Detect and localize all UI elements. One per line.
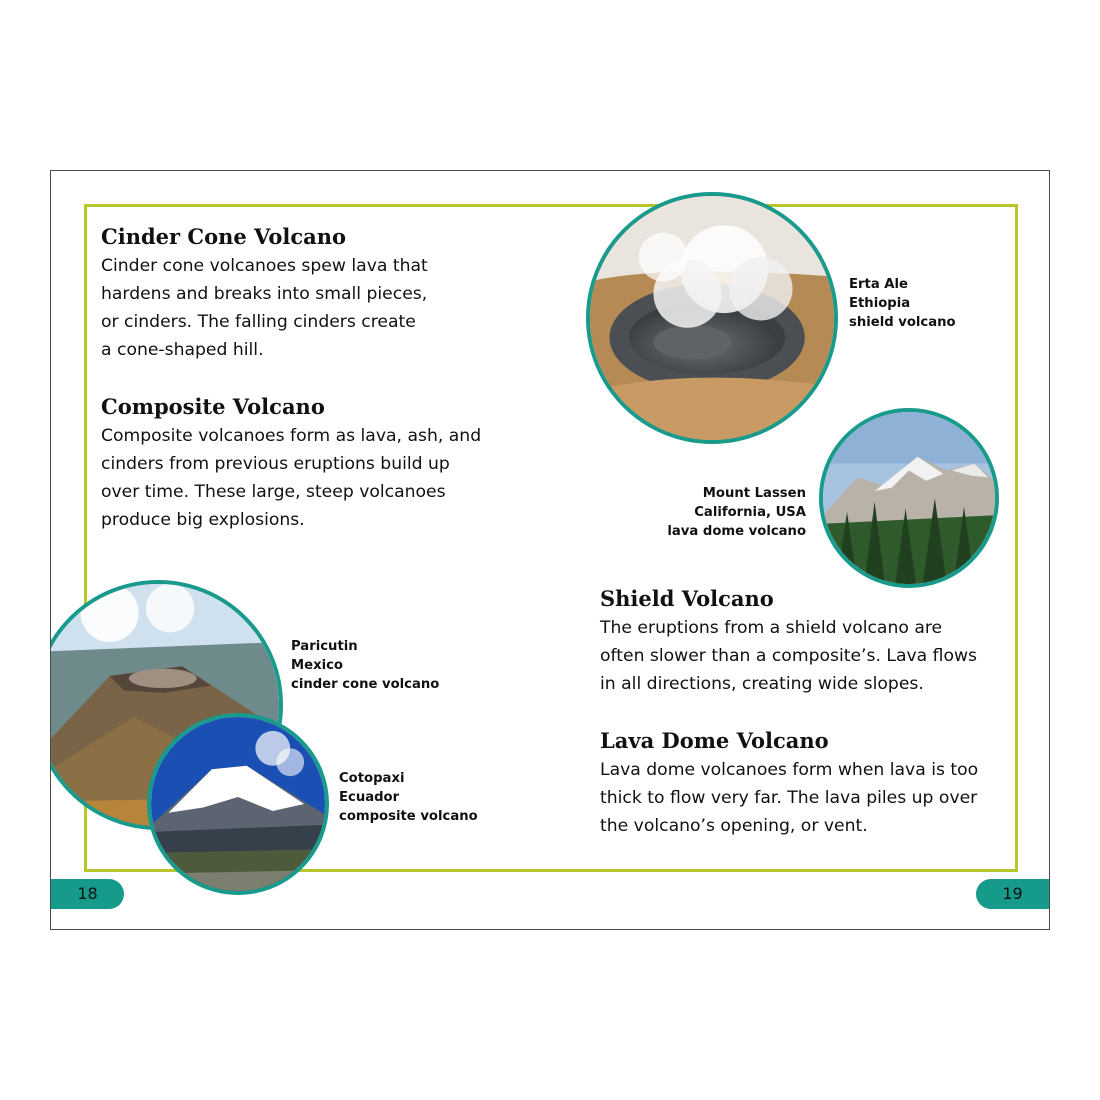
page-number-right: 19 [976, 879, 1049, 909]
cinder-line-4: a cone-shaped hill. [101, 340, 264, 360]
cotopaxi-name: Cotopaxi [339, 771, 405, 786]
cotopaxi-caption [339, 769, 478, 826]
shield-line-3: in all directions, creating wide slopes. [600, 674, 924, 694]
composite-line-3: over time. These large, steep volcanoes [101, 482, 446, 502]
erta-ale-photo [586, 192, 838, 444]
erta-ale-name: Erta Ale [849, 277, 908, 292]
composite-line-2: cinders from previous eruptions build up [101, 454, 450, 474]
erta-ale-type: shield volcano [849, 315, 956, 330]
shield-line-2: often slower than a composite’s. Lava flows [600, 646, 978, 666]
lava-dome-section [600, 726, 1040, 840]
lava-dome-line-1: Lava dome volcanoes form when lava is too [600, 760, 979, 780]
cinder-cone-text [101, 252, 541, 364]
composite-heading: Composite Volcano [101, 394, 325, 419]
lava-dome-heading: Lava Dome Volcano [600, 728, 829, 753]
page-number-left: 18 [51, 879, 124, 909]
mount-lassen-caption [667, 484, 806, 541]
paricutin-country: Mexico [291, 658, 343, 673]
mount-lassen-photo [819, 408, 999, 588]
lava-dome-line-3: the volcano’s opening, or vent. [600, 816, 868, 836]
paricutin-caption [291, 637, 439, 694]
shield-line-1: The eruptions from a shield volcano are [600, 618, 943, 638]
cotopaxi-photo [147, 713, 329, 895]
mount-lassen-region: California, USA [694, 505, 806, 520]
cinder-cone-section [101, 222, 541, 364]
mount-lassen-name: Mount Lassen [702, 486, 806, 501]
cinder-line-2: hardens and breaks into small pieces, [101, 284, 428, 304]
paricutin-name: Paricutin [291, 639, 358, 654]
shield-heading: Shield Volcano [600, 586, 774, 611]
shield-text [600, 614, 1040, 698]
cinder-line-3: or cinders. The falling cinders create [101, 312, 416, 332]
shield-section [600, 584, 1040, 698]
erta-ale-country: Ethiopia [849, 296, 911, 311]
composite-text [101, 422, 551, 534]
cotopaxi-type: composite volcano [339, 809, 478, 824]
cinder-cone-heading: Cinder Cone Volcano [101, 224, 347, 249]
cotopaxi-country: Ecuador [339, 790, 400, 805]
composite-line-1: Composite volcanoes form as lava, ash, and [101, 426, 482, 446]
paricutin-type: cinder cone volcano [291, 677, 440, 692]
lava-dome-text [600, 756, 1040, 840]
composite-line-4: produce big explosions. [101, 510, 305, 530]
erta-ale-caption [849, 275, 956, 332]
composite-section [101, 392, 551, 534]
mount-lassen-type: lava dome volcano [667, 524, 806, 539]
book-spread [50, 170, 1050, 930]
cinder-line-1: Cinder cone volcanoes spew lava that [101, 256, 428, 276]
lava-dome-line-2: thick to flow very far. The lava piles up over [600, 788, 978, 808]
